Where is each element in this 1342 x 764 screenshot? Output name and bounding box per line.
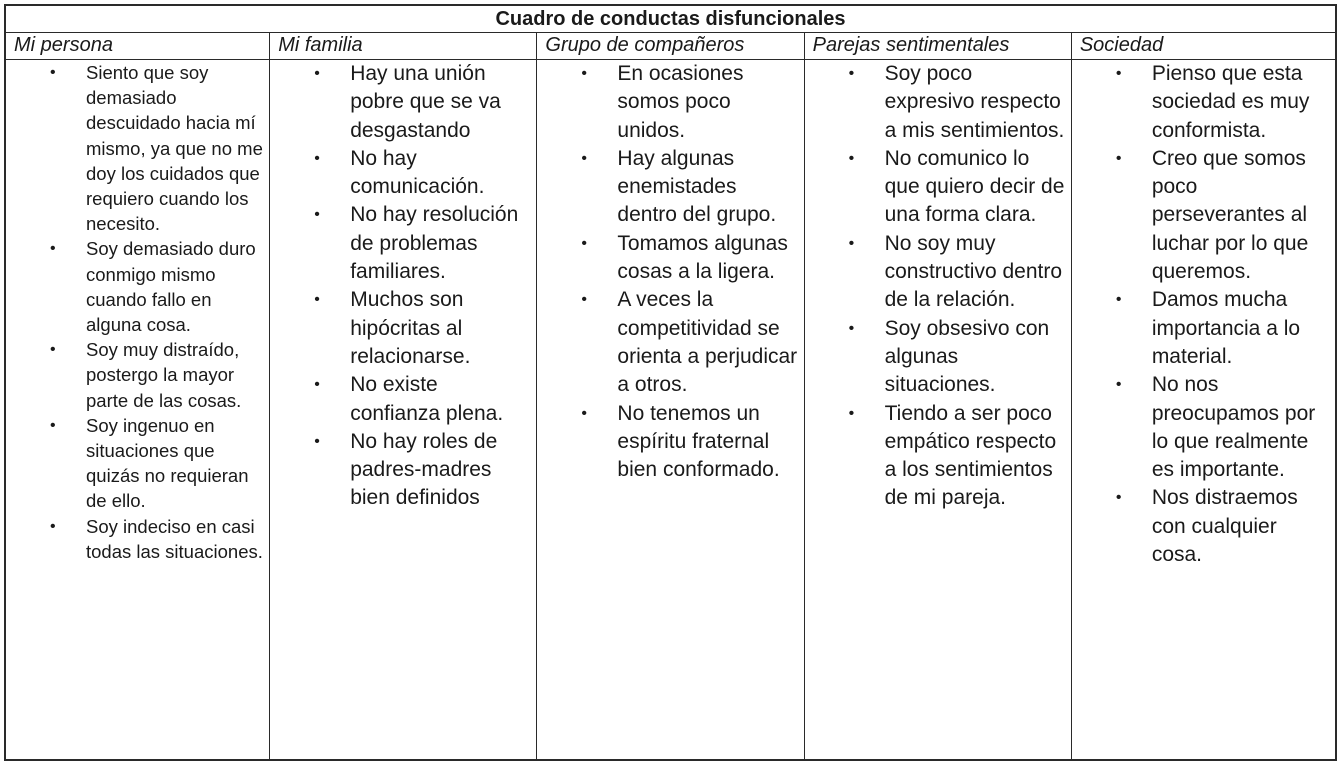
bullet-icon: • bbox=[848, 404, 855, 422]
bullet-icon: • bbox=[1115, 376, 1122, 394]
list-item bbox=[270, 145, 536, 202]
list-item-text: Nos distraemos con cualquier cosa. bbox=[1151, 486, 1298, 567]
list-item bbox=[1072, 60, 1335, 145]
list-item bbox=[537, 400, 803, 485]
bullet-icon: • bbox=[314, 291, 320, 309]
list-item-text: No hay roles de padres-madres bien definidos bbox=[350, 429, 498, 510]
bullet-icon: • bbox=[50, 64, 56, 81]
list-item bbox=[6, 514, 269, 564]
list-item-text: Siento que soy demasiado descuidado hacia mí mismo, ya que no me doy los cuidados que requiero cuando los necesito. bbox=[86, 62, 263, 235]
list-item bbox=[6, 337, 269, 413]
list-item-text: A veces la competitividad se orienta a perjudicar a otros. bbox=[617, 288, 798, 397]
header-sociedad: Sociedad bbox=[1079, 34, 1164, 56]
list-item-text: Creo que somos poco perseverantes al luchar por lo que queremos. bbox=[1151, 146, 1309, 284]
bullet-icon: • bbox=[848, 149, 855, 167]
list-item bbox=[270, 371, 536, 428]
list-item-text: Tiendo a ser poco empático respecto a los sentimientos de mi pareja. bbox=[884, 401, 1057, 510]
list-item bbox=[6, 413, 269, 514]
list-item bbox=[270, 428, 536, 513]
list-item bbox=[1072, 286, 1335, 371]
bullet-icon: • bbox=[314, 376, 320, 394]
bullet-list bbox=[6, 60, 269, 564]
bullet-icon: • bbox=[581, 234, 588, 252]
list-item bbox=[805, 60, 1071, 145]
list-item-text: Soy poco expresivo respecto a mis sentimientos. bbox=[884, 62, 1065, 142]
list-item bbox=[6, 236, 269, 337]
list-item bbox=[537, 286, 803, 399]
list-item bbox=[805, 145, 1071, 230]
bullet-icon: • bbox=[848, 234, 855, 252]
list-item-text: Muchos son hipócritas al relacionarse. bbox=[350, 288, 471, 368]
bullet-icon: • bbox=[314, 206, 320, 224]
list-item-text: Hay algunas enemistades dentro del grupo. bbox=[617, 146, 777, 227]
list-item-text: Soy ingenuo en situaciones que quizás no requieran de ello. bbox=[86, 414, 249, 512]
list-item bbox=[805, 315, 1071, 400]
bullet-icon: • bbox=[50, 416, 56, 434]
list-item-text: No existe confianza plena. bbox=[350, 373, 504, 425]
bullet-icon: • bbox=[581, 149, 588, 167]
list-item-text: Pienso que esta sociedad es muy conformista. bbox=[1151, 62, 1310, 142]
list-item-text: No hay resolución de problemas familiares. bbox=[350, 203, 519, 284]
list-item-text: No soy muy constructivo dentro de la relación. bbox=[884, 231, 1063, 312]
bullet-icon: • bbox=[1115, 149, 1122, 167]
list-item-text: Soy demasiado duro conmigo mismo cuando fallo en alguna cosa. bbox=[86, 238, 256, 336]
list-item bbox=[805, 400, 1071, 513]
list-item-text: No hay comunicación. bbox=[350, 146, 485, 199]
bullet-icon: • bbox=[50, 240, 56, 258]
header-parejas-sentimentales: Parejas sentimentales bbox=[805, 33, 1072, 59]
column-parejas-sentimentales bbox=[805, 60, 1072, 759]
list-item-text: Soy indeciso en casi todas las situaciones. bbox=[86, 515, 263, 562]
bullet-icon: • bbox=[50, 341, 56, 359]
list-item-text: No comunico lo que quiero decir de una forma clara. bbox=[884, 146, 1065, 227]
header-row bbox=[6, 33, 1335, 60]
bullet-icon: • bbox=[314, 432, 320, 450]
bullet-icon: • bbox=[848, 319, 855, 337]
bullet-icon: • bbox=[848, 65, 855, 82]
bullet-list bbox=[805, 60, 1071, 513]
bullet-icon: • bbox=[1115, 489, 1122, 507]
header-mi-persona: Mi persona bbox=[6, 33, 270, 59]
table-title: Cuadro de conductas disfuncionales bbox=[6, 6, 1335, 33]
list-item bbox=[270, 201, 536, 286]
list-item bbox=[6, 60, 269, 236]
list-item bbox=[270, 60, 536, 145]
body-row bbox=[6, 60, 1335, 759]
bullet-list bbox=[537, 60, 803, 484]
column-sociedad bbox=[1072, 60, 1335, 759]
bullet-icon: • bbox=[1115, 291, 1122, 309]
list-item bbox=[537, 145, 803, 230]
column-mi-familia bbox=[270, 60, 537, 759]
list-item-text: Soy obsesivo con algunas situaciones. bbox=[884, 316, 1050, 397]
column-grupo-companeros bbox=[537, 60, 804, 759]
list-item bbox=[537, 60, 803, 145]
header-mi-familia: Mi familia bbox=[270, 33, 537, 59]
column-mi-persona bbox=[6, 60, 270, 759]
list-item-text: Damos mucha importancia a lo material. bbox=[1151, 288, 1301, 368]
dysfunctional-behaviors-table bbox=[4, 4, 1337, 761]
list-item bbox=[1072, 145, 1335, 286]
bullet-icon: • bbox=[1115, 65, 1122, 82]
list-item bbox=[1072, 371, 1335, 484]
bullet-icon: • bbox=[581, 65, 588, 82]
list-item bbox=[805, 230, 1071, 315]
list-item-text: No tenemos un espíritu fraternal bien conformado. bbox=[617, 401, 780, 482]
list-item-text: Hay una unión pobre que se va desgastando bbox=[350, 62, 501, 142]
bullet-list bbox=[1072, 60, 1335, 569]
list-item bbox=[270, 286, 536, 371]
header-grupo-companeros: Grupo de compañeros bbox=[537, 33, 804, 59]
bullet-icon: • bbox=[314, 149, 320, 167]
list-item-text: No nos preocupamos por lo que realmente es importante. bbox=[1151, 373, 1316, 482]
list-item-text: Tomamos algunas cosas a la ligera. bbox=[617, 231, 788, 284]
list-item bbox=[1072, 484, 1335, 569]
list-item-text: Soy muy distraído, postergo la mayor parte de las cosas. bbox=[86, 339, 242, 411]
bullet-icon: • bbox=[314, 65, 320, 82]
bullet-icon: • bbox=[581, 291, 588, 309]
bullet-icon: • bbox=[581, 404, 588, 422]
bullet-icon: • bbox=[50, 517, 56, 535]
list-item bbox=[537, 230, 803, 287]
list-item-text: En ocasiones somos poco unidos. bbox=[617, 62, 744, 142]
bullet-list bbox=[270, 60, 536, 513]
